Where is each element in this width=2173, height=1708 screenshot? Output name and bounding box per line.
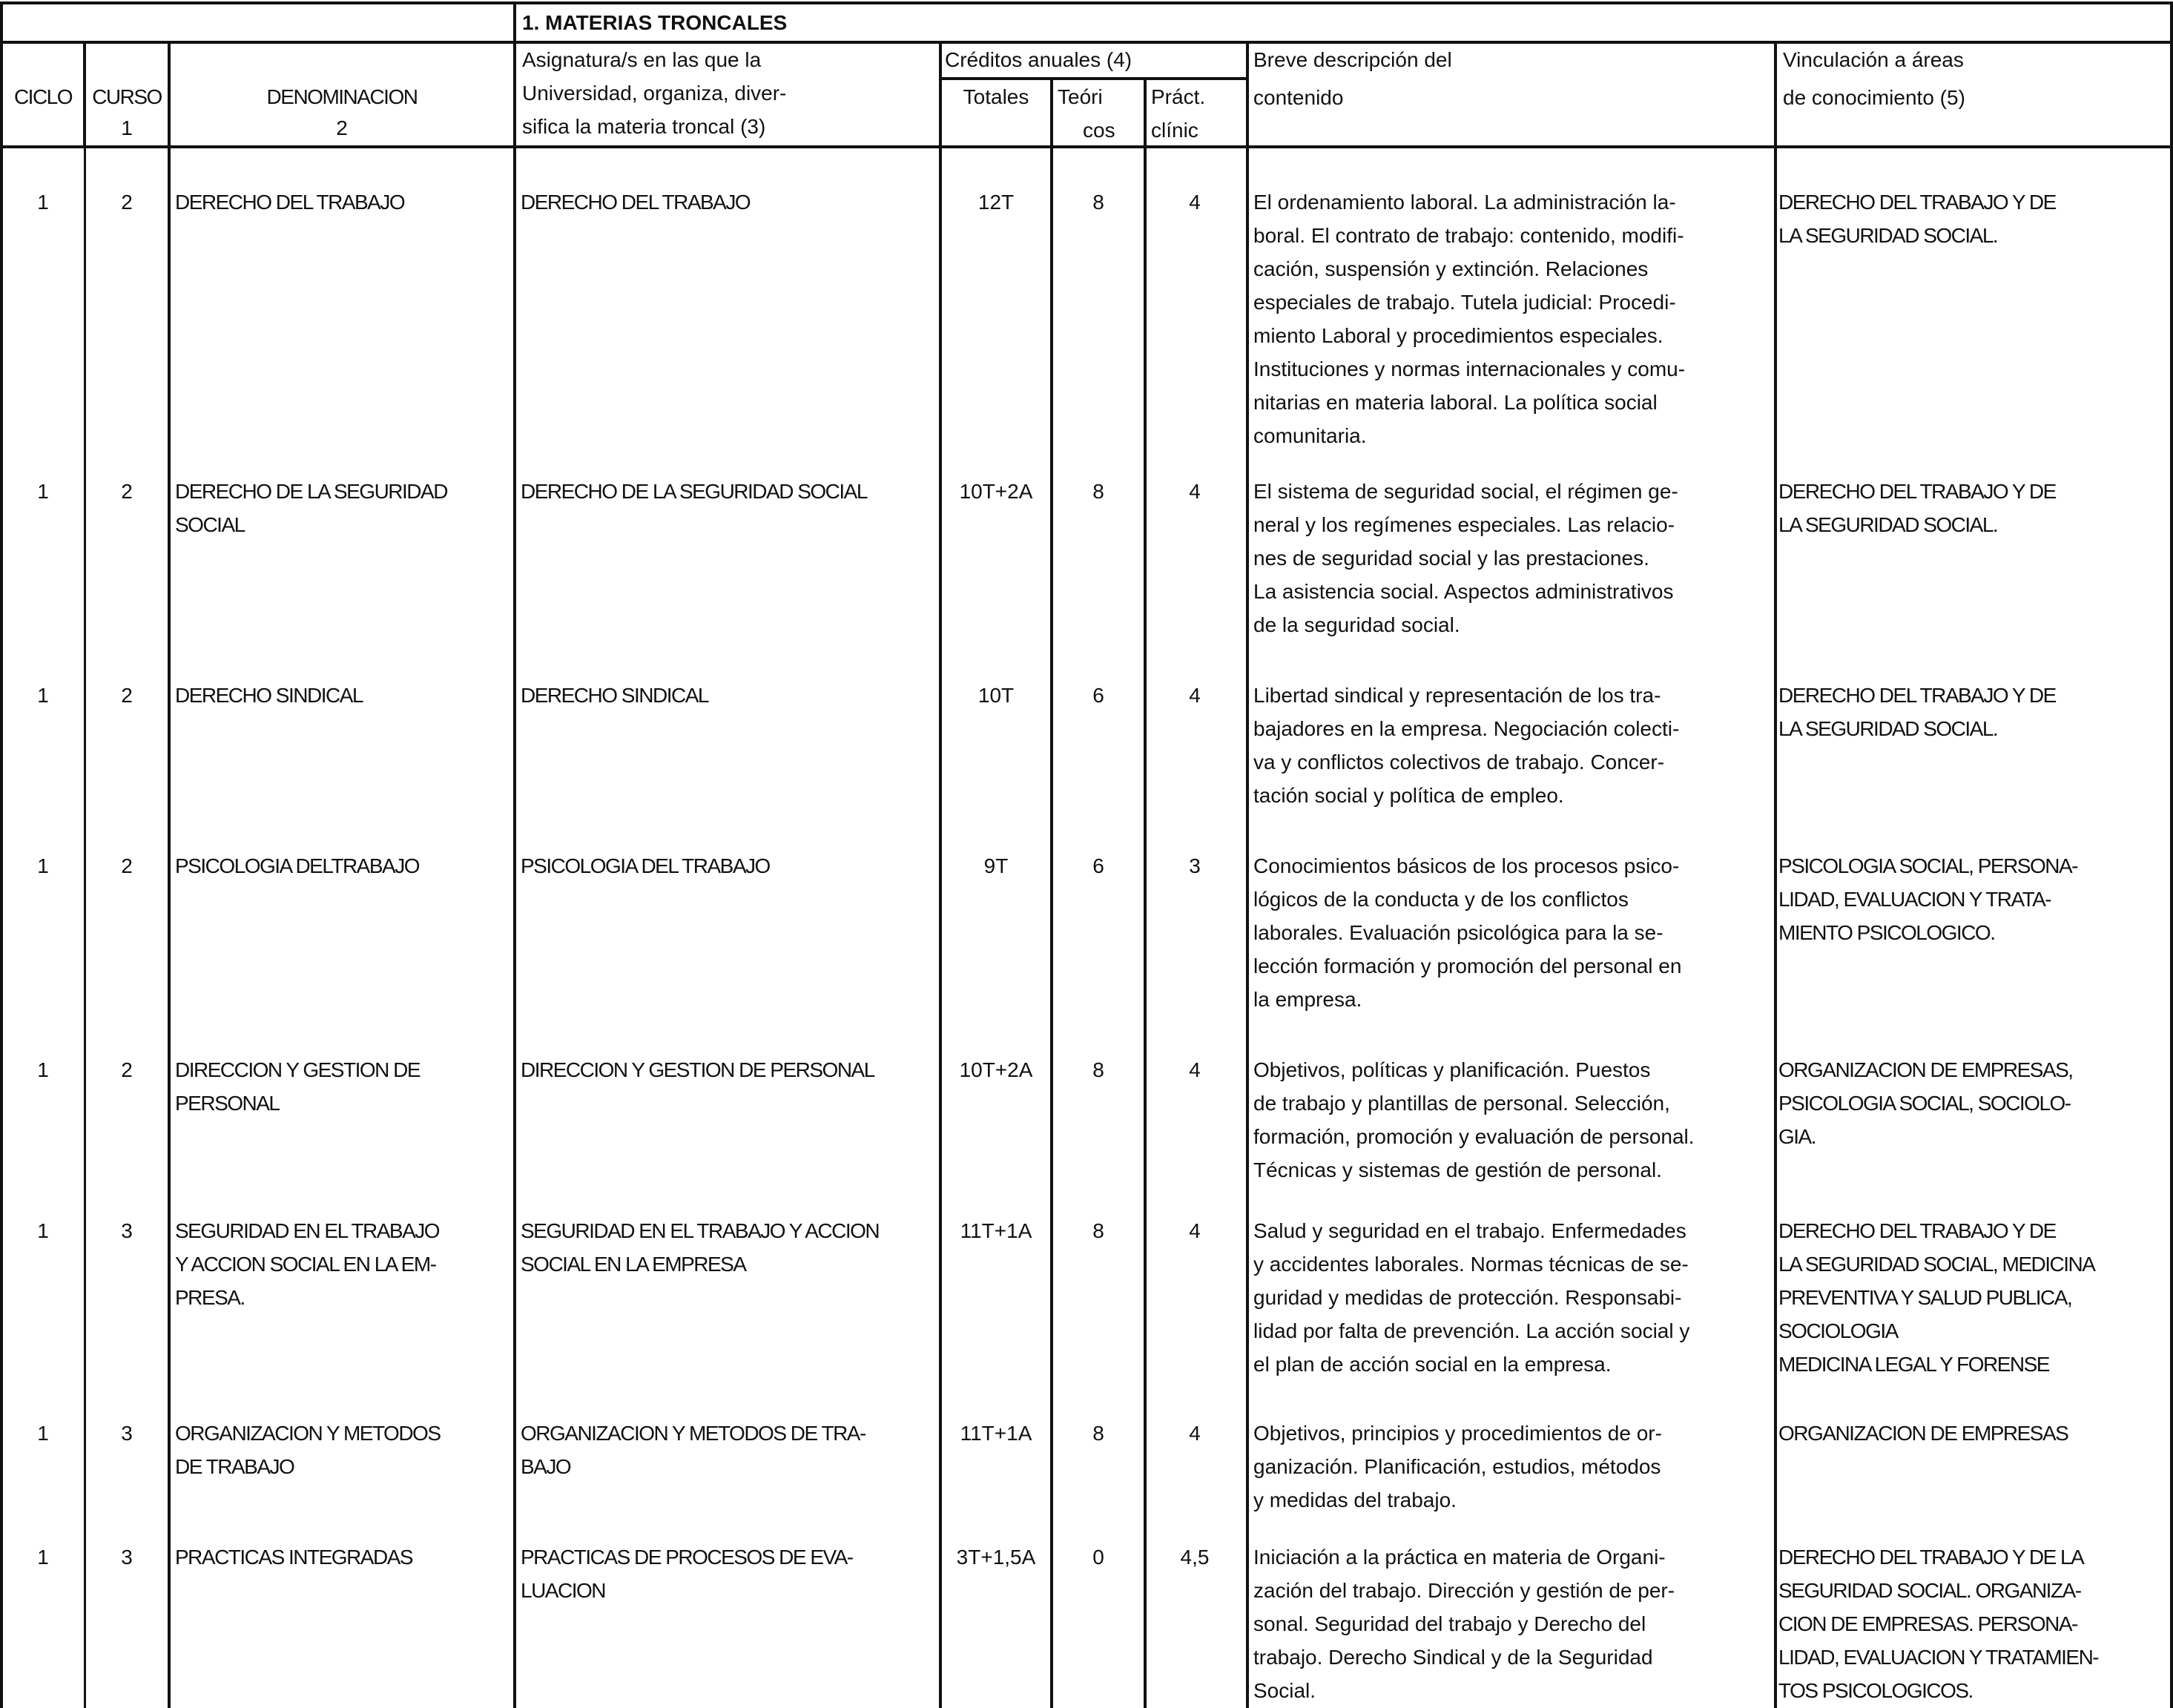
cell-denominacion-line: SEGURIDAD EN EL TRABAJO [175,1219,440,1242]
cell-denominacion-line: DE TRABAJO [175,1455,294,1478]
cell-asignatura [521,185,750,219]
header-practicos-line: Práct. [1151,85,1206,108]
cell-curso: 2 [121,854,133,877]
cell-vinculacion [1778,475,2056,541]
cell-denominacion [175,1053,420,1120]
header-asignatura-line: Asignatura/s en las que la [522,48,762,71]
cell-asignatura-line: PRACTICAS DE PROCESOS DE EVA- [521,1546,853,1569]
cell-denominacion-line: PSICOLOGIA DELTRABAJO [175,854,419,877]
cell-vinculacion-line: DERECHO DEL TRABAJO Y DE [1778,480,2056,503]
cell-descripcion-line: Conocimientos básicos de los procesos psico- [1253,854,1680,877]
cell-descripcion-line: sonal. Seguridad del trabajo y Derecho del [1253,1612,1646,1635]
cell-ciclo: 1 [37,684,49,707]
cell-ciclo: 1 [37,191,49,214]
cell-denominacion-line: PRESA. [175,1286,245,1309]
header-descripcion-line: Breve descripción del [1253,48,1452,71]
cell-descripcion [1253,185,1685,452]
cell-practicos: 4 [1189,1058,1201,1081]
header-asignatura-line: sifica la materia troncal (3) [522,115,766,138]
cell-descripcion-line: zación del trabajo. Dirección y gestión de per- [1253,1579,1675,1602]
cell-curso: 3 [121,1422,133,1445]
cell-descripcion [1253,679,1679,812]
rule-after-totales [1050,77,1053,1708]
cell-teoricos: 6 [1092,684,1104,707]
rule-after-practicos [1246,41,1249,1708]
cell-descripcion-line: lidad por falta de prevención. La acción social y [1253,1319,1690,1342]
header-practicos [1151,80,1205,147]
cell-descripcion-line: comunitaria. [1253,424,1367,447]
cell-curso: 3 [121,1546,133,1569]
cell-descripcion [1253,849,1681,1016]
cell-descripcion-line: Salud y seguridad en el trabajo. Enfermedades [1253,1219,1686,1242]
cell-vinculacion [1778,1540,2098,1707]
cell-vinculacion-line: DERECHO DEL TRABAJO Y DE [1778,191,2056,214]
cell-curso: 3 [121,1219,133,1242]
cell-vinculacion-line: ORGANIZACION DE EMPRESAS, [1778,1058,2073,1081]
cell-denominacion [175,1214,439,1314]
cell-vinculacion-line: PREVENTIVA Y SALUD PUBLICA, [1778,1286,2072,1309]
cell-descripcion-line: trabajo. Derecho Sindical y de la Seguridad [1253,1646,1653,1669]
cell-denominacion-line: Y ACCION SOCIAL EN LA EM- [175,1253,436,1276]
cell-descripcion-line: nitarias en materia laboral. La política social [1253,391,1658,414]
cell-asignatura-line: DERECHO DE LA SEGURIDAD SOCIAL [521,480,867,503]
cell-teoricos: 0 [1092,1546,1104,1569]
cell-denominacion-line: PERSONAL [175,1092,280,1115]
cell-descripcion-line: Instituciones y normas internacionales y comu- [1253,357,1686,380]
cell-asignatura [521,1214,879,1281]
cell-asignatura [521,1540,853,1607]
section-title: 1. MATERIAS TRONCALES [522,11,788,34]
header-descripcion-line: contenido [1253,86,1344,109]
cell-vinculacion-line: GIA. [1778,1125,1816,1148]
cell-asignatura [521,1053,874,1087]
cell-denominacion-line: DERECHO DE LA SEGURIDAD [175,480,447,503]
header-denominacion-number: 2 [336,116,348,139]
cell-denominacion [175,185,404,219]
header-descripcion [1253,43,1452,114]
cell-descripcion-line: lógicos de la conducta y de los conflictos [1253,888,1629,911]
cell-descripcion-line: boral. El contrato de trabajo: contenido, modifi- [1253,224,1684,247]
cell-descripcion-line: y accidentes laborales. Normas técnicas de se- [1253,1253,1689,1276]
cell-vinculacion-line: LIDAD, EVALUACION Y TRATA- [1778,888,2051,911]
cell-curso: 2 [121,684,133,707]
cell-ciclo: 1 [37,1058,49,1081]
cell-totales: 3T+1,5A [956,1546,1036,1569]
cell-vinculacion-line: LA SEGURIDAD SOCIAL, MEDICINA [1778,1253,2095,1276]
cell-vinculacion-line: LA SEGURIDAD SOCIAL. [1778,224,1998,247]
header-teoricos [1058,80,1115,147]
cell-asignatura-line: SEGURIDAD EN EL TRABAJO Y ACCION [521,1219,880,1242]
cell-practicos: 4,5 [1180,1546,1210,1569]
cell-descripcion-line: la empresa. [1253,988,1362,1011]
rule-after-ciclo-body [84,145,86,1708]
cell-descripcion-line: La asistencia social. Aspectos administrativos [1253,580,1674,603]
cell-totales: 10T+2A [959,480,1033,503]
cell-vinculacion-line: ORGANIZACION DE EMPRESAS [1778,1422,2068,1445]
cell-ciclo: 1 [37,1546,49,1569]
cell-vinculacion [1778,1214,2094,1381]
cell-descripcion-line: miento Laboral y procedimientos especiales. [1253,324,1663,347]
header-ciclo: CICLO [13,85,73,108]
cell-teoricos: 8 [1092,480,1104,503]
cell-vinculacion [1778,185,2056,252]
cell-practicos: 4 [1189,1422,1201,1445]
cell-descripcion-line: Técnicas y sistemas de gestión de personal. [1253,1158,1662,1181]
cell-descripcion-line: el plan de acción social en la empresa. [1253,1353,1612,1376]
cell-asignatura-line: PSICOLOGIA DEL TRABAJO [521,854,770,877]
cell-ciclo: 1 [37,854,49,877]
rule-after-teoricos [1144,77,1147,1708]
cell-denominacion [175,679,363,712]
rule-after-curso [168,41,171,1708]
cell-vinculacion-line: CION DE EMPRESAS. PERSONA- [1778,1612,2077,1635]
cell-descripcion-line: Libertad sindical y representación de los tra- [1253,684,1661,707]
cell-asignatura-line: SOCIAL EN LA EMPRESA [521,1253,746,1276]
cell-vinculacion-line: DERECHO DEL TRABAJO Y DE [1778,684,2056,707]
cell-teoricos: 8 [1092,1422,1104,1445]
cell-denominacion-line: PRACTICAS INTEGRADAS [175,1546,413,1569]
cell-descripcion-line: laborales. Evaluación psicológica para la se- [1253,921,1663,944]
rule-top [0,1,2173,4]
cell-denominacion-line: DERECHO DEL TRABAJO [175,191,405,214]
cell-vinculacion-line: DERECHO DEL TRABAJO Y DE LA [1778,1546,2084,1569]
header-practicos-line: clínic [1151,119,1198,142]
cell-ciclo: 1 [37,1219,49,1242]
cell-asignatura-line: DERECHO DEL TRABAJO [521,191,751,214]
cell-descripcion-line: especiales de trabajo. Tutela judicial: Procedi- [1253,291,1676,314]
cell-descripcion-line: cación, suspensión y extinción. Relaciones [1253,257,1649,280]
cell-descripcion-line: tación social y política de empleo. [1253,784,1564,807]
cell-practicos: 4 [1189,191,1201,214]
cell-descripcion-line: y medidas del trabajo. [1253,1488,1457,1511]
cell-asignatura-line: DERECHO SINDICAL [521,684,708,707]
cell-vinculacion-line: LA SEGURIDAD SOCIAL. [1778,717,1998,740]
cell-denominacion-line: DERECHO SINDICAL [175,684,363,707]
cell-practicos: 4 [1189,1219,1201,1242]
header-creditos: Créditos anuales (4) [945,48,1132,71]
cell-teoricos: 6 [1092,854,1104,877]
cell-vinculacion-line: PSICOLOGIA SOCIAL, SOCIOLO- [1778,1092,2071,1115]
cell-asignatura-line: BAJO [521,1455,571,1478]
rule-after-denominacion [513,1,516,1708]
cell-teoricos: 8 [1092,1219,1104,1242]
cell-descripcion-line: El sistema de seguridad social, el régimen ge- [1253,480,1678,503]
cell-asignatura [521,1417,865,1483]
cell-asignatura [521,849,770,883]
header-asignatura-line: Universidad, organiza, diver- [522,82,787,105]
cell-descripcion [1253,1540,1675,1707]
cell-asignatura [521,679,708,712]
cell-descripcion [1253,1417,1662,1517]
cell-vinculacion-line: DERECHO DEL TRABAJO Y DE [1778,1219,2056,1242]
cell-descripcion-line: va y conflictos colectivos de trabajo. Concer- [1253,751,1665,774]
cell-vinculacion-line: LA SEGURIDAD SOCIAL. [1778,513,1998,536]
cell-practicos: 3 [1189,854,1201,877]
cell-descripcion [1253,1053,1695,1187]
cell-totales: 12T [977,191,1015,214]
cell-descripcion-line: neral y los regímenes especiales. Las relacio- [1253,513,1675,536]
cell-curso: 2 [121,480,133,503]
rule-right [2170,1,2173,1708]
cell-descripcion-line: nes de seguridad social y las prestaciones. [1253,547,1649,570]
cell-curso: 2 [121,1058,133,1081]
cell-descripcion-line: bajadores en la empresa. Negociación colecti- [1253,717,1680,740]
cell-denominacion-line: SOCIAL [175,513,245,536]
cell-descripcion-line: lección formación y promoción del personal en [1253,954,1682,977]
cell-asignatura-line: LUACION [521,1579,605,1602]
cell-curso: 2 [121,191,133,214]
cell-denominacion [175,475,447,541]
cell-vinculacion-line: PSICOLOGIA SOCIAL, PERSONA- [1778,854,2077,877]
cell-vinculacion-line: MEDICINA LEGAL Y FORENSE [1778,1353,2049,1376]
cell-descripcion-line: Iniciación a la práctica en materia de Organi- [1253,1546,1666,1569]
cell-practicos: 4 [1189,684,1201,707]
cell-practicos: 4 [1189,480,1201,503]
cell-denominacion-line: DIRECCION Y GESTION DE [175,1058,421,1081]
cell-descripcion-line: Social. [1253,1679,1316,1702]
cell-denominacion-line: ORGANIZACION Y METODOS [175,1422,441,1445]
header-vinculacion-line: Vinculación a áreas [1783,48,1964,71]
header-curso: CURSO [92,85,162,108]
header-totales: Totales [963,85,1029,108]
cell-descripcion-line: formación, promoción y evaluación de personal. [1253,1125,1695,1148]
cell-ciclo: 1 [37,480,49,503]
cell-denominacion [175,849,419,883]
cell-descripcion [1253,1214,1689,1381]
cell-vinculacion-line: TOS PSICOLOGICOS. [1778,1679,1973,1702]
header-curso-number: 1 [121,116,133,139]
cell-asignatura [521,475,867,508]
cell-vinculacion [1778,1417,2068,1450]
cell-teoricos: 8 [1092,191,1104,214]
cell-totales: 11T+1A [960,1219,1032,1242]
header-teoricos-line: Teóri [1058,85,1103,108]
header-vinculacion [1783,43,1965,114]
header-teoricos-line: cos [1083,119,1115,142]
cell-denominacion [175,1540,412,1574]
cell-vinculacion-line: SEGURIDAD SOCIAL. ORGANIZA- [1778,1579,2081,1602]
rule-after-descripcion [1774,41,1777,1708]
cell-denominacion [175,1417,441,1483]
cell-vinculacion [1778,849,2077,949]
cell-totales: 10T [977,684,1015,707]
header-asignatura [522,43,786,143]
cell-asignatura-line: ORGANIZACION Y METODOS DE TRA- [521,1422,865,1445]
cell-totales: 9T [983,854,1009,877]
cell-vinculacion-line: SOCIOLOGIA [1778,1319,1898,1342]
cell-descripcion-line: El ordenamiento laboral. La administración la- [1253,191,1676,214]
cell-descripcion [1253,475,1678,642]
cell-descripcion-line: de trabajo y plantillas de personal. Selección, [1253,1092,1670,1115]
cell-descripcion-line: ganización. Planificación, estudios, métodos [1253,1455,1661,1478]
cell-descripcion-line: Objetivos, políticas y planificación. Puestos [1253,1058,1651,1081]
cell-teoricos: 8 [1092,1058,1104,1081]
cell-descripcion-line: Objetivos, principios y procedimientos de or- [1253,1422,1662,1445]
cell-descripcion-line: guridad y medidas de protección. Responsabi- [1253,1286,1682,1309]
cell-asignatura-line: DIRECCION Y GESTION DE PERSONAL [521,1058,874,1081]
cell-vinculacion [1778,1053,2073,1153]
cell-vinculacion-line: MIENTO PSICOLOGICO. [1778,921,1995,944]
header-vinculacion-line: de conocimiento (5) [1783,86,1965,109]
cell-vinculacion-line: LIDAD, EVALUACION Y TRATAMIEN- [1778,1646,2099,1669]
cell-vinculacion [1778,679,2056,745]
cell-totales: 10T+2A [959,1058,1033,1081]
cell-totales: 11T+1A [960,1422,1032,1445]
cell-descripcion-line: de la seguridad social. [1253,613,1460,636]
cell-ciclo: 1 [37,1422,49,1445]
header-denominacion: DENOMINACION [266,85,418,108]
